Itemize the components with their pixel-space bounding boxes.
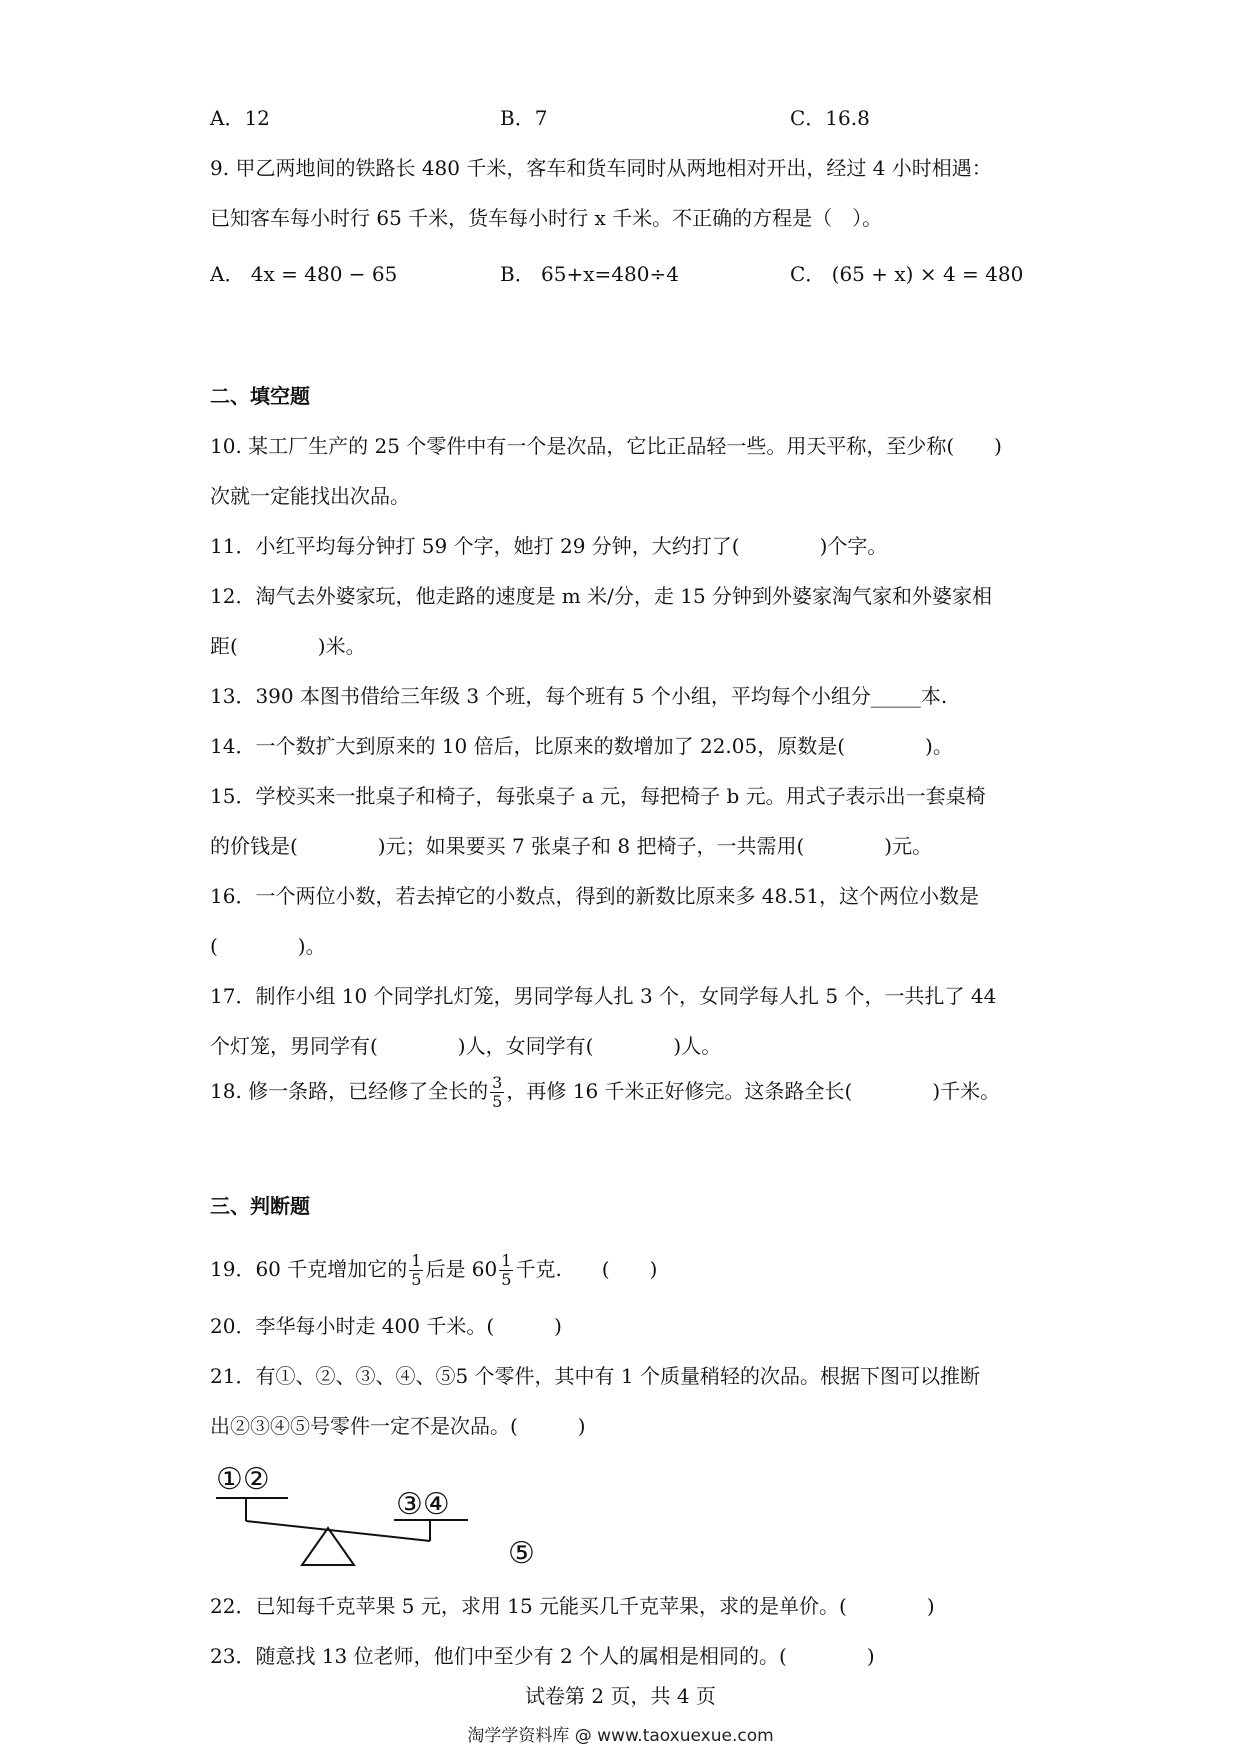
q20-text: 20．李华每小时走 400 千米。( ) bbox=[210, 1314, 562, 1338]
q11-text: 11．小红平均每分钟打 59 个字，她打 29 分钟，大约打了( )个字。 bbox=[210, 534, 888, 558]
q9-option-a: A． 4x = 480 − 65 bbox=[210, 262, 398, 286]
q22-text: 22．已知每千克苹果 5 元，求用 15 元能买几千克苹果，求的是单价。( ) bbox=[210, 1594, 935, 1618]
q18-prefix: 18. 修一条路，已经修了全长的 bbox=[210, 1079, 489, 1103]
q18-suffix: ，再修 16 千米正好修完。这条路全长( )千米。 bbox=[506, 1079, 1001, 1103]
q19-mixed-fraction-denominator: 5 bbox=[501, 1270, 512, 1289]
q19-mixed-fraction-numerator: 1 bbox=[501, 1251, 512, 1270]
q15-line2: 的价钱是( )元；如果要买 7 张桌子和 8 把椅子，一共需用( )元。 bbox=[210, 834, 933, 858]
q21-line1: 21．有①、②、③、④、⑤5 个零件，其中有 1 个质量稍轻的次品。根据下图可以推断 bbox=[210, 1364, 980, 1388]
q15-line1: 15．学校买来一批桌子和椅子，每张桌子 a 元，每把椅子 b 元。用式子表示出一套桌椅 bbox=[210, 784, 986, 808]
q12-line2: 距( )米。 bbox=[210, 634, 366, 658]
q18-fraction-denominator: 5 bbox=[492, 1092, 503, 1111]
q19-suffix: 千克. ( ) bbox=[515, 1257, 658, 1281]
q19-middle: 后是 60 bbox=[425, 1257, 498, 1281]
section2-title: 二、填空题 bbox=[210, 384, 310, 408]
q8-option-c: C．16.8 bbox=[790, 106, 870, 130]
q9-text-line2: 已知客车每小时行 65 千米，货车每小时行 x 千米。不正确的方程是（ ）。 bbox=[210, 206, 883, 230]
q9-option-b: B． 65+x=480÷4 bbox=[500, 262, 679, 286]
q13-text: 13．390 本图书借给三年级 3 个班，每个班有 5 个小组，平均每个小组分_____本. bbox=[210, 684, 948, 708]
q12-line1: 12．淘气去外婆家玩，他走路的速度是 m 米/分，走 15 分钟到外婆家淘气家和外婆家相 bbox=[210, 584, 993, 608]
q17-line1: 17．制作小组 10 个同学扎灯笼，男同学每人扎 3 个，女同学每人扎 5 个，一共扎了 44 bbox=[210, 984, 997, 1008]
scale-right-pan-label: ③④ bbox=[396, 1487, 450, 1522]
q23-text: 23．随意找 13 位老师，他们中至少有 2 个人的属相是相同的。( ) bbox=[210, 1644, 875, 1668]
section3-title: 三、判断题 bbox=[210, 1194, 310, 1218]
q18-fraction bbox=[490, 1074, 504, 1111]
scale-beam bbox=[246, 1521, 430, 1541]
q9-option-c: C． (65 + x) × 4 = 480 bbox=[790, 262, 1024, 286]
balance-scale-diagram bbox=[210, 1458, 570, 1578]
scale-separate-part-label: ⑤ bbox=[508, 1536, 535, 1571]
watermark: 淘学学资料库 @ www.taoxuexue.com bbox=[467, 1726, 774, 1746]
q9-text-line1: 9. 甲乙两地间的铁路长 480 千米，客车和货车同时从两地相对开出，经过 4 小时相遇： bbox=[210, 156, 992, 180]
page-number-info: 试卷第 2 页，共 4 页 bbox=[525, 1684, 716, 1708]
q17-line2: 个灯笼，男同学有( )人，女同学有( )人。 bbox=[210, 1034, 722, 1058]
q18-text bbox=[210, 1074, 1000, 1111]
q16-line2: ( )。 bbox=[210, 934, 326, 958]
scale-fulcrum-triangle bbox=[302, 1528, 354, 1565]
q19-prefix: 19．60 千克增加它的 bbox=[210, 1257, 408, 1281]
q21-line2: 出②③④⑤号零件一定不是次品。( ) bbox=[210, 1414, 586, 1438]
q14-text: 14．一个数扩大到原来的 10 倍后，比原来的数增加了 22.05，原数是( )。 bbox=[210, 734, 953, 758]
q19-fraction-denominator: 5 bbox=[411, 1270, 422, 1289]
scale-left-pan-label: ①② bbox=[216, 1462, 270, 1497]
q19-fraction-numerator: 1 bbox=[411, 1251, 422, 1270]
q8-option-a: A．12 bbox=[210, 106, 270, 130]
q18-fraction-numerator: 3 bbox=[492, 1073, 503, 1092]
q19-fraction bbox=[409, 1252, 423, 1289]
q19-text bbox=[210, 1252, 657, 1289]
q19-mixed-fraction bbox=[499, 1252, 513, 1289]
q10-line2: 次就一定能找出次品。 bbox=[210, 484, 410, 508]
q8-option-b: B．7 bbox=[500, 106, 548, 130]
q16-line1: 16．一个两位小数，若去掉它的小数点，得到的新数比原来多 48.51，这个两位小数是 bbox=[210, 884, 980, 908]
q10-line1: 10. 某工厂生产的 25 个零件中有一个是次品，它比正品轻一些。用天平称，至少称( ) bbox=[210, 434, 1002, 458]
